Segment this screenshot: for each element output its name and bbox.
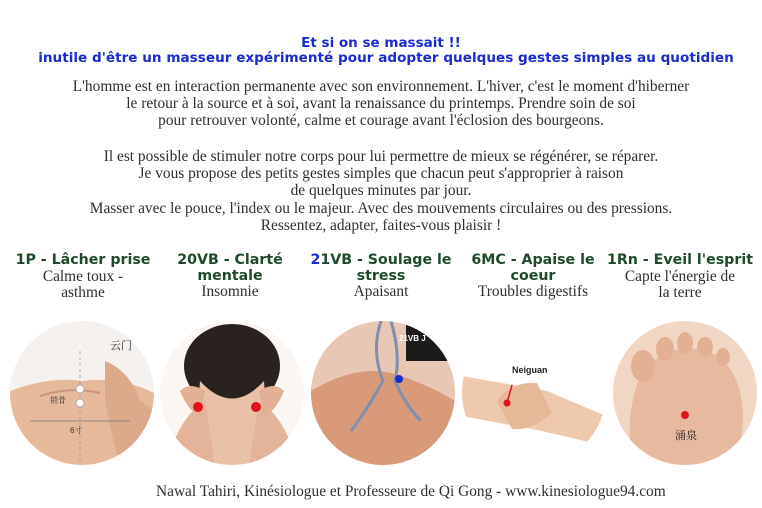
point-21vb [306,253,456,301]
intro-line: L'homme est en interaction permanente avec son environnement. L'hiver, c'est le moment d'hiberner [72,78,690,95]
point-20vb [155,253,305,301]
point-title-prefix: 2 [310,252,321,268]
shoulder-point-image [311,321,455,465]
point-title: 1Rn - Eveil l'esprit [607,252,753,268]
point-subtitle: Calme toux - [42,267,124,285]
point-title [306,253,456,269]
chest-label-collarbone: 锁骨 [50,396,66,405]
point-title-rest: 1VB - Soulage le [320,252,452,268]
chest-label-yunmen: 云门 [110,340,132,352]
body-line: Masser avec le pouce, l'index ou le majeur. Avec des mouvements circulaires ou des pressions. [89,199,673,217]
point-marker [504,400,511,407]
body-line: Je vous propose des petits gestes simples que chacun peut s'approprier à raison [138,165,624,183]
point-subtitle: asthme [61,284,105,301]
point-subtitle: Capte l'énergie de [624,267,736,285]
point-title: 1P - Lâcher prise [15,252,151,268]
point-subtitle: Apaisant [353,283,409,300]
chest-label-measure: 6寸 [70,426,83,435]
point-title: mentale [197,267,263,284]
point-subtitle: la terre [658,284,702,301]
chest-point-image [10,321,154,465]
point-subtitle: Troubles digestifs [477,283,589,300]
body-line: Il est possible de stimuler notre corps pour lui permettre de mieux se régénérer, se réparer. [103,148,659,165]
body-line: Ressentez, adapter, faites-vous plaisir ! [260,216,502,234]
point-6mc [458,253,608,301]
footer-credit: Nawal Tahiri, Kinésiologue et Professeure de Qi Gong - www.kinesiologue94.com [156,483,666,500]
point-subtitle: Insomnie [201,283,259,300]
body-paragraph [0,148,762,234]
body-line: de quelques minutes par jour. [290,182,472,200]
point-1rn [605,253,755,302]
foot-label: 涌泉 [675,430,697,442]
intro-line: pour retrouver volonté, calme et courage avant l'éclosion des bourgeons. [158,112,604,130]
point-title: 20VB - Clarté [177,252,283,268]
wrist-label: Neiguan [512,365,548,375]
header-line-1: Et si on se massait !! [301,35,461,51]
point-marker [681,411,689,419]
intro-paragraph [0,78,762,130]
header-line-2: inutile d'être un masseur expérimenté pour adopter quelques gestes simples au quotidien [38,50,734,66]
point-marker [193,402,203,412]
point-title: stress [356,267,406,284]
neck-point-image [160,321,304,465]
intro-line: le retour à la source et à soi, avant la renaissance du printemps. Prendre soin de soi [126,95,636,113]
wrist-point-image [462,321,606,465]
point-title: coeur [510,267,556,284]
shoulder-label: 21VB J [399,334,426,343]
point-title: 6MC - Apaise le [471,252,595,268]
point-1p [8,253,158,302]
point-marker [251,402,261,412]
foot-point-image [613,321,757,465]
point-marker [395,375,403,383]
